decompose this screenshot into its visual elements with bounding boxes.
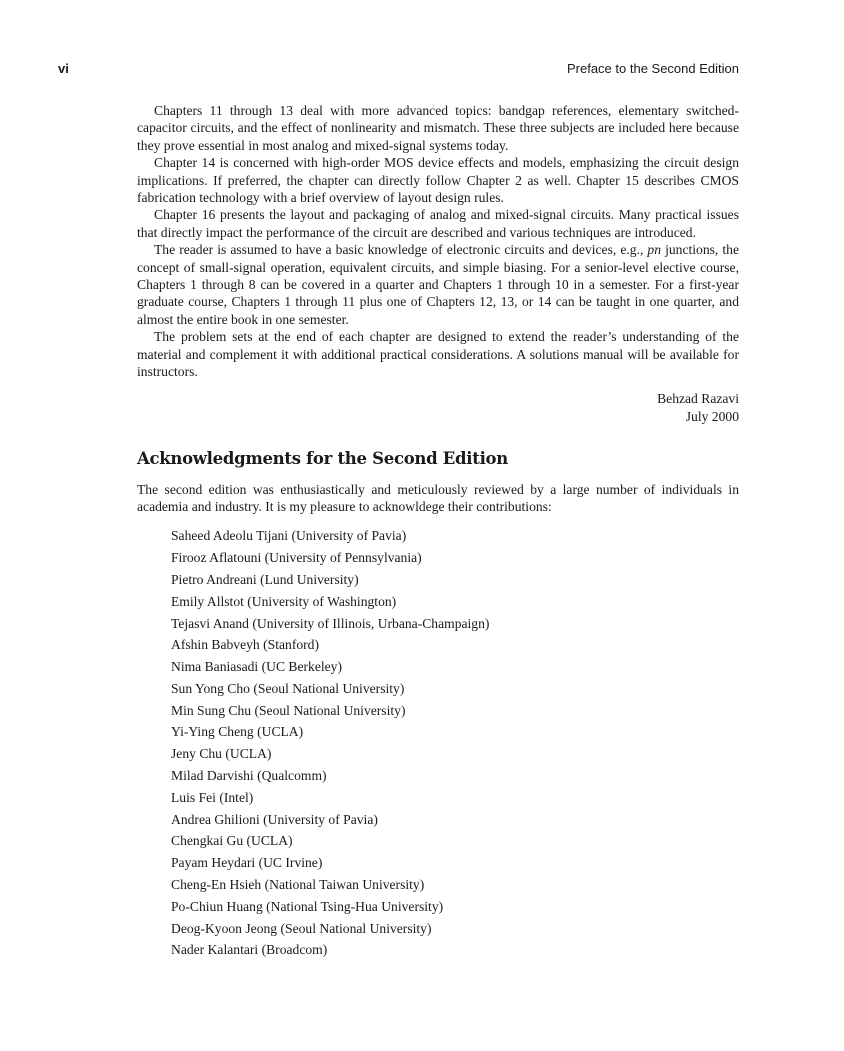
reviewer-name: Chengkai Gu (UCLA) bbox=[171, 833, 293, 849]
reviewer-name: Sun Yong Cho (Seoul National University) bbox=[171, 680, 405, 696]
reviewer-name: Emily Allstot (University of Washington) bbox=[171, 593, 397, 609]
reviewer-name: Min Sung Chu (Seoul National University) bbox=[171, 702, 406, 718]
page-header bbox=[58, 61, 739, 79]
running-title: Preface to the Second Edition bbox=[566, 61, 739, 76]
reviewer-name: Nader Kalantari (Broadcom) bbox=[171, 942, 328, 958]
reviewer-name: Milad Darvishi (Qualcomm) bbox=[171, 768, 327, 784]
reviewer-name: Pietro Andreani (Lund University) bbox=[171, 571, 359, 587]
italic-term: pn bbox=[647, 242, 662, 258]
preface-paragraph bbox=[137, 241, 739, 328]
reviewer-name: Firooz Aflatouni (University of Pennsylvania) bbox=[171, 550, 422, 566]
reviewer-name: Yi-Ying Cheng (UCLA) bbox=[171, 724, 304, 740]
reviewer-name: Luis Fei (Intel) bbox=[171, 789, 254, 805]
reviewer-name: Saheed Adeolu Tijani (University of Pavia) bbox=[171, 528, 407, 544]
preface-paragraph: Chapter 16 presents the layout and packaging of analog and mixed-signal circuits. Many practical issues that directly impact the performance of the circuit are described and various techniques are introduced. bbox=[137, 207, 739, 240]
reviewer-name: Afshin Babveyh (Stanford) bbox=[171, 637, 319, 653]
reviewer-name: Deog-Kyoon Jeong (Seoul National University) bbox=[171, 920, 432, 936]
reviewer-name: Andrea Ghilioni (University of Pavia) bbox=[171, 811, 378, 827]
reviewer-name: Jeny Chu (UCLA) bbox=[171, 746, 272, 762]
reviewer-name: Payam Heydari (UC Irvine) bbox=[171, 855, 323, 871]
paragraph-text: The reader is assumed to have a basic knowledge of electronic circuits and devices, e.g., bbox=[154, 242, 648, 258]
preface-paragraph: The problem sets at the end of each chapter are designed to extend the reader’s understanding of the material and complement it with additional practical considerations. A solutions manual will be available for instructors. bbox=[137, 329, 739, 380]
reviewer-name: Cheng-En Hsieh (National Taiwan University) bbox=[171, 877, 425, 893]
reviewer-name: Nima Baniasadi (UC Berkeley) bbox=[171, 659, 343, 675]
page-body bbox=[137, 102, 739, 961]
page-number: vi bbox=[58, 61, 69, 76]
author-name: Behzad Razavi bbox=[657, 390, 739, 406]
paragraph-text: junctions, the concept of small-signal operation, equivalent circuits, and simple biasing. For a senior-level elective course, Chapters 1 through 8 can be covered in a quarter and Chapters 1 through 10 in a semester. For a first-year graduate course, Chapters 1 through 11 plus one of Chapters 12, 13, or 14 can be taught in one quarter, and almost the entire book in one semester. bbox=[137, 242, 739, 327]
preface-paragraph: Chapters 11 through 13 deal with more advanced topics: bandgap references, elementary switched-capacitor circuits, and the effect of nonlinearity and mismatch. These three subjects are included here because they prove essential in most analog and mixed-signal systems today. bbox=[137, 103, 739, 153]
acknowledgments-heading: Acknowledgments for the Second Edition bbox=[137, 448, 508, 468]
reviewer-name: Tejasvi Anand (University of Illinois, Urbana-Champaign) bbox=[171, 615, 490, 631]
preface-paragraph: Chapter 14 is concerned with high-order MOS device effects and models, emphasizing the circuit design implications. If preferred, the chapter can directly follow Chapter 2 as well. Chapter 15 describes CMOS fabrication technology with a brief overview of layout design rules. bbox=[137, 155, 739, 206]
reviewer-list bbox=[171, 525, 739, 961]
reviewer-name: Po-Chiun Huang (National Tsing-Hua University) bbox=[171, 898, 444, 914]
signature-block bbox=[137, 390, 739, 426]
acknowledgments-intro: The second edition was enthusiastically and meticulously reviewed by a large number of individuals in academia and industry. It is my pleasure to acknowldege their contributions: bbox=[137, 481, 739, 514]
signature-date: July 2000 bbox=[685, 408, 739, 424]
